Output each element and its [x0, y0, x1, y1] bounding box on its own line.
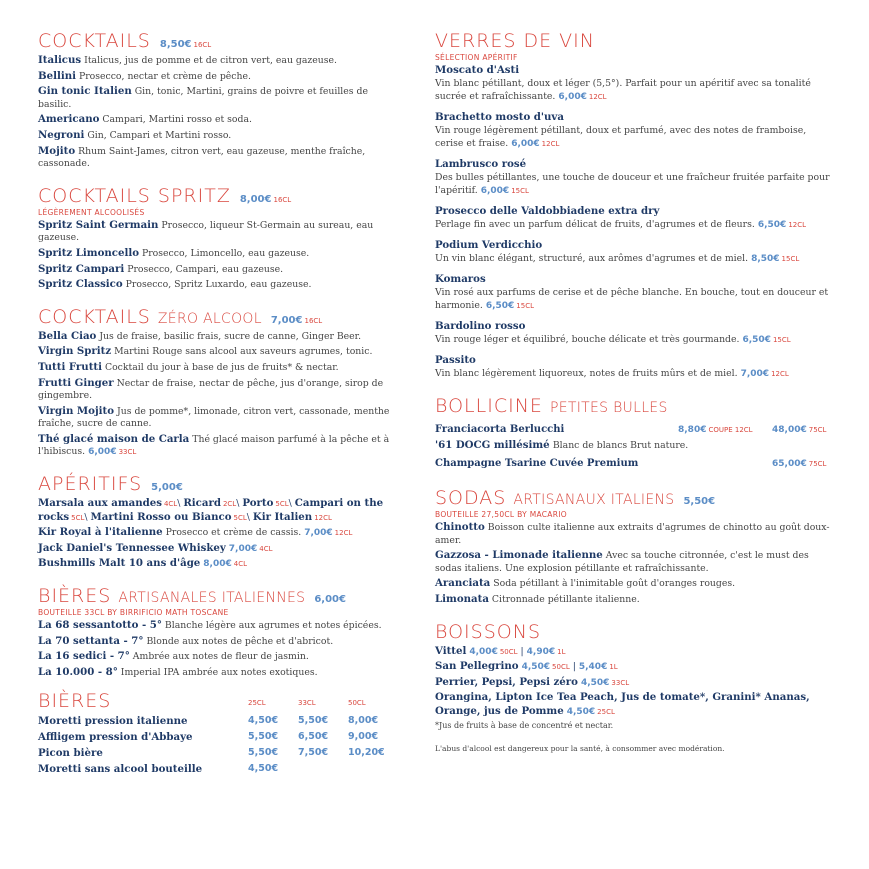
menu-item: Spritz Campari Prosecco, Campari, eau gazeuse. [38, 262, 284, 275]
left-column [38, 30, 398, 791]
menu-item: Komaros Vin rosé aux parfums de cerise et de pêche blanche. En bouche, tout en douceur et harmonie. 6,50€ 15CL [435, 273, 829, 311]
section-price: 8,00€ 16CL [239, 193, 292, 205]
menu-item: Lambrusco rosé Des bulles pétillantes, une touche de douceur et une fraîcheur fruitée parfaite pour l'apéritif. 6,00€ 15CL [435, 158, 830, 196]
menu-item: Spritz Limoncello Prosecco, Limoncello, eau gazeuse. [38, 246, 310, 259]
table-row: Moretti sans alcool bouteille 4,50€ [38, 763, 279, 776]
item-price: 6,00€ 12CL [511, 139, 560, 149]
section-note: SÉLECTION APÉRITIF [435, 53, 518, 62]
section-title [38, 306, 398, 328]
menu-item: Bella Ciao Jus de fraise, basilic frais, sucre de canne, Ginger Beer. [38, 329, 362, 342]
zero-title: COCKTAILS ZÉRO ALCOOL [38, 305, 262, 328]
menu-item: Tutti Frutti Cocktail du jour à base de jus de fruits* & nectar. [38, 360, 339, 373]
sodas-title: SODAS ARTISANAUX ITALIENS [435, 487, 675, 509]
menu-item: La 70 settanta - 7° Blonde aux notes de pêche et d'abricot. [38, 634, 334, 647]
menu-item: Italicus Italicus, jus de pomme et de citron vert, eau gazeuse. [38, 54, 337, 66]
item-price: 6,00€ 15CL [480, 186, 529, 196]
spritz-title: COCKTAILS SPRITZ [38, 184, 231, 207]
menu-item: Gin tonic Italien Gin, tonic, Martini, grains de poivre et feuilles de basilic. [38, 85, 368, 110]
menu-item: Orangina, Lipton Ice Tea Peach, Jus de tomate*, Granini* Ananas, Orange, jus de Pomme 4,50€ 25CL [435, 691, 810, 717]
menu-item: Passito Vin blanc légèrement liquoreux, notes de fruits mûrs et de miel. 7,00€ 12CL [435, 354, 789, 379]
table-row: Moretti pression italienne 4,50€ 5,50€ 8,00€ [38, 715, 379, 728]
menu-item: Thé glacé maison de Carla Thé glacé maison parfumé à la pêche et à l'hibiscus. 6,00€ 33CL [38, 432, 390, 458]
section-price: 5,00€ [151, 482, 183, 494]
menu-item: Virgin Mojito Jus de pomme*, limonade, citron vert, cassonade, menthe fraîche, sucre de canne. [38, 404, 390, 430]
menu-item: Limonata Citronnade pétillante italienne. [435, 592, 640, 605]
zero-alcool-section [38, 306, 398, 459]
section-price: 5,50€ [683, 496, 716, 507]
sodas-section [435, 487, 835, 607]
menu-item: Mojito Rhum Saint-James, citron vert, eau gazeuse, menthe fraîche, cassonade. [38, 144, 366, 170]
aperitifs-section [38, 473, 398, 571]
table-row: Franciacorta Berlucchi 8,80€ COUPE 12CL 48,00€ 75CL [435, 424, 827, 435]
menu-item: Gazzosa - Limonade italienne Avec sa touche citronnée, c'est le must des sodas italiens. Une explosion pétillante et rafraîchissante. [435, 549, 809, 574]
footnote: *Jus de fruits à base de concentré et nectar. [435, 720, 614, 730]
menu-item: La 68 sessantotto - 5° Blanche légère aux agrumes et notes épicées. [38, 619, 382, 632]
menu-item: Bushmills Malt 10 ans d'âge 8,00€ 4CL [38, 557, 248, 570]
item-price: 6,50€ 15CL [485, 301, 534, 311]
menu-item: Chinotto Boisson culte italienne aux extraits d'agrumes de chinotto au goût doux-amer. [435, 521, 830, 546]
section-title [435, 487, 835, 509]
menu-item: La 16 sedici - 7° Ambrée aux notes de fleur de jasmin. [38, 650, 309, 663]
menu-item: San Pellegrino 4,50€ 50CL | 5,40€ 1L [435, 660, 618, 673]
menu-item: Prosecco delle Valdobbiadene extra dry Perlage fin avec un parfum délicat de fruits, d'agrumes et de fleurs. 6,50€ 12CL [435, 205, 807, 230]
spritz-section [38, 185, 398, 292]
item-price: 7,00€ 12CL [740, 369, 789, 379]
item-price: 8,50€ 15CL [751, 254, 800, 264]
menu-item: Kir Royal à l'italienne Prosecco et crème de cassis. 7,00€ 12CL [38, 526, 353, 539]
bieres-title: BIÈRES [38, 690, 112, 713]
table-row: '61 DOCG millésimé Blanc de blancs Brut nature. [435, 439, 689, 451]
section-title [38, 585, 398, 607]
column-header: 33CL [298, 699, 316, 708]
menu-item: Negroni Gin, Campari et Martini rosso. [38, 128, 232, 141]
menu-item: Aranciata Soda pétillant à l'inimitable goût d'oranges rouges. [435, 577, 736, 590]
column-header: 50CL [348, 699, 366, 708]
menu-item: Bardolino rosso Vin rouge léger et équilibré, bouche délicate et très gourmande. 6,50€ 15CL [435, 320, 791, 345]
section-price: 6,00€ [314, 594, 346, 606]
section-note: LÉGÈREMENT ALCOOLISÉS [38, 207, 145, 217]
cocktails-title: COCKTAILS [38, 30, 151, 52]
right-column [435, 30, 835, 767]
bollicine-table [435, 421, 835, 473]
menu-item: Frutti Ginger Nectar de fraise, nectar de pêche, jus d'orange, sirop de gingembre. [38, 376, 384, 402]
item-price: 6,00€ 12CL [558, 92, 607, 102]
section-note: BOUTEILLE 33CL BY BIRRIFICIO MATH TOSCANE [38, 608, 229, 618]
section-title [38, 473, 398, 495]
menu-item: Podium Verdicchio Un vin blanc élégant, structuré, aux arômes d'agrumes et de miel. 8,50€ 15CL [435, 239, 800, 264]
item-price: 7,00€ 12CL [304, 528, 353, 539]
bollicine-title: BOLLICINE PETITES BULLES [435, 395, 668, 417]
item-price: 6,00€ 33CL [88, 447, 137, 458]
section-title [38, 30, 398, 52]
section-title [435, 395, 835, 417]
item-price: 8,00€ 4CL [203, 559, 248, 570]
menu-item: Vittel 4,00€ 50CL | 4,90€ 1L [435, 644, 566, 657]
aperitifs-title: APÉRITIFS [38, 473, 143, 496]
menu-item: Spritz Saint Germain Prosecco, liqueur St-Germain au sureau, eau gazeuse. [38, 218, 374, 244]
bollicine-section [435, 395, 835, 473]
section-title [435, 621, 835, 643]
menu-item: Bellini Prosecco, nectar et crème de pêche. [38, 69, 251, 82]
cocktails-section [38, 30, 398, 171]
table-row: Affligem pression d'Abbaye 5,50€ 6,50€ 9,00€ [38, 731, 379, 744]
menu-item: Moscato d'Asti Vin blanc pétillant, doux et léger (5,5°). Parfait pour un apéritif avec sa tonalité sucrée et rafraîchissante. 6,00€ 12CL [435, 64, 811, 102]
section-note: BOUTEILLE 27,50CL BY MACARIO [435, 510, 567, 519]
item-price: 6,50€ 12CL [757, 220, 807, 230]
section-title [435, 30, 835, 52]
alcohol-warning: L'abus d'alcool est dangereux pour la santé, à consommer avec modération. [435, 743, 725, 753]
vins-title: VERRES DE VIN [435, 30, 595, 52]
bieres-art-title: BIÈRES ARTISANALES ITALIENNES [38, 585, 306, 608]
boissons-section [435, 621, 835, 753]
menu-item: Jack Daniel's Tennessee Whiskey 7,00€ 4CL [38, 541, 273, 554]
menu-item: La 10.000 - 8° Imperial IPA ambrée aux notes exotiques. [38, 665, 318, 678]
menu-item: Perrier, Pepsi, Pepsi zéro 4,50€ 33CL [435, 675, 630, 688]
section-title [38, 185, 398, 207]
item-price: 6,50€ 15CL [742, 335, 791, 345]
menu-item: Virgin Spritz Martini Rouge sans alcool aux saveurs agrumes, tonic. [38, 345, 373, 358]
beer-table [38, 690, 398, 777]
table-row: Champagne Tsarine Cuvée Premium 65,00€ 75CL [435, 458, 827, 469]
section-price: 8,50€ 16CL [159, 39, 212, 50]
vins-section [435, 30, 835, 381]
menu-item: Spritz Classico Prosecco, Spritz Luxardo, eau gazeuse. [38, 278, 312, 291]
bieres-section [38, 690, 398, 777]
menu-item: Americano Campari, Martini rosso et soda. [38, 113, 252, 126]
section-price: 7,00€ 16CL [270, 314, 323, 326]
column-header: 25CL [248, 699, 266, 708]
table-row: Picon bière 5,50€ 7,50€ 10,20€ [38, 747, 385, 760]
aperitifs-list: Marsala aux amandes 4CL\ Ricard 2CL\ Porto 5CL\ Campari on the rocks 5CL\ Martini Rosso ou Bianco 5CL\ Kir Italien 12CL [38, 497, 384, 523]
item-price: 7,00€ 4CL [228, 543, 273, 554]
bieres-artisanales-section [38, 585, 398, 679]
menu-item: Brachetto mosto d'uva Vin rouge légèrement pétillant, doux et parfumé, avec des notes de framboise, cerise et fraise. 6,00€ 12CL [435, 111, 807, 149]
boissons-title: BOISSONS [435, 620, 542, 643]
